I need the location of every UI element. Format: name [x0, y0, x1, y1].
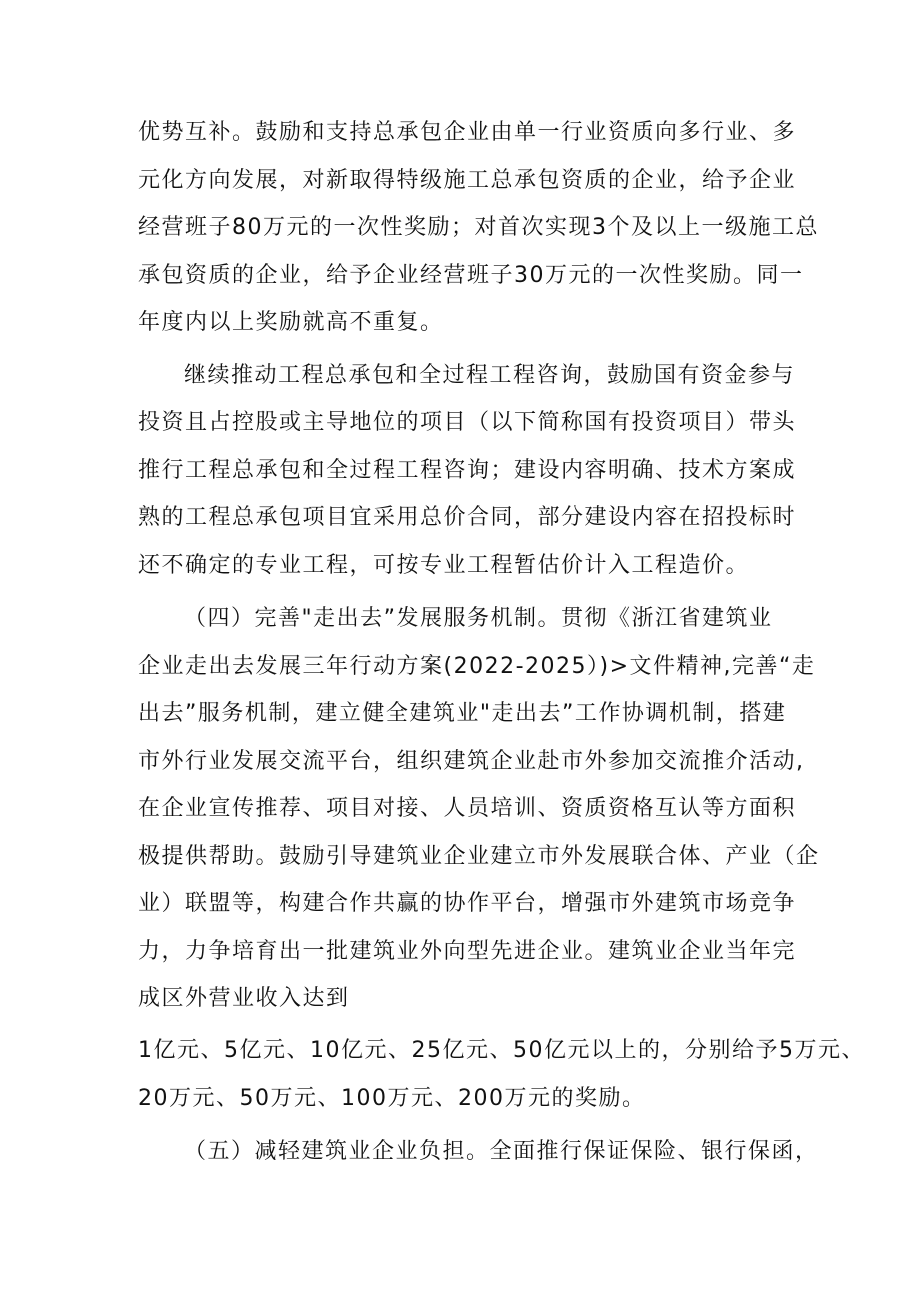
text-line: 年度内以上奖励就高不重复。: [138, 310, 444, 335]
text-line: 优势互补。鼓励和支持总承包企业由单一行业资质向多行业、多: [138, 120, 797, 145]
text-line: （五）减轻建筑业企业负担。全面推行保证保险、银行保函，: [184, 1139, 819, 1164]
text-line: 成区外营业收入达到: [138, 986, 350, 1011]
text-line: 力，力争培育出一批建筑业外向型先进企业。建筑业企业当年完: [138, 939, 797, 964]
text-line: 还不确定的专业工程，可按专业工程暂估价计入工程造价。: [138, 553, 750, 578]
text-line: 承包资质的企业，给予企业经营班子30万元的一次性奖励。同一: [138, 263, 804, 288]
text-line: 熟的工程总承包项目宜采用总价合同，部分建设内容在招投标时: [138, 505, 797, 530]
text-line: 出去”服务机制，建立健全建筑业"走出去”工作协调机制，搭建: [138, 701, 787, 726]
text-line: 投资且占控股或主导地位的项目（以下简称国有投资项目）带头: [138, 410, 797, 435]
text-line: 1亿元、5亿元、10亿元、25亿元、50亿元以上的，分别给予5万元、: [138, 1038, 865, 1063]
text-line: 经营班子80万元的一次性奖励；对首次实现3个及以上一级施工总: [138, 215, 819, 240]
text-line: 在企业宣传推荐、项目对接、人员培训、资质资格互认等方面积: [138, 796, 797, 821]
text-line: 20万元、50万元、100万元、200万元的奖励。: [138, 1086, 646, 1111]
text-line: 市外行业发展交流平台，组织建筑企业赴市外参加交流推介活动,: [138, 749, 805, 774]
text-line: 极提供帮助。鼓励引导建筑业企业建立市外发展联合体、产业（企: [138, 844, 820, 869]
text-line: 元化方向发展，对新取得特级施工总承包资质的企业，给予企业: [138, 168, 797, 193]
text-line: 业）联盟等，构建合作共赢的协作平台，增强市外建筑市场竞争: [138, 891, 797, 916]
text-line: 企业走出去发展三年行动方案(2022-2025）)>文件精神,完善“走: [138, 654, 816, 679]
text-line: （四）完善"走出去”发展服务机制。贯彻《浙江省建筑业: [184, 606, 773, 631]
text-line: 推行工程总承包和全过程工程咨询；建设内容明确、技术方案成: [138, 458, 797, 483]
text-line: 继续推动工程总承包和全过程工程咨询，鼓励国有资金参与: [184, 363, 796, 388]
